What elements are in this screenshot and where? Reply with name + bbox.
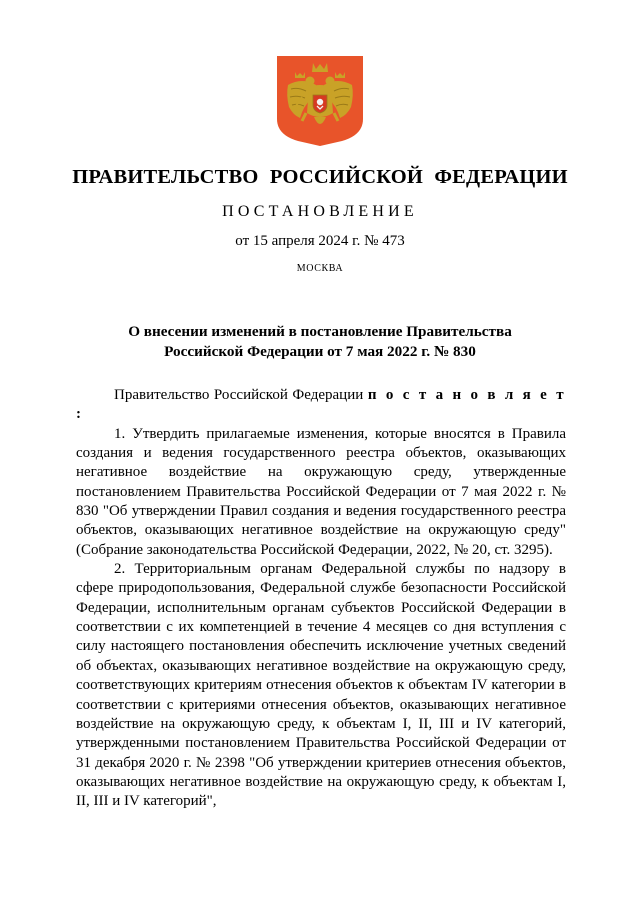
subject-line-1: О внесении изменений в постановление Правительства [128, 323, 512, 340]
document-date-number: от 15 апреля 2024 г. № 473 [235, 233, 405, 249]
document-type: ПОСТАНОВЛЕНИЕ [222, 203, 418, 220]
preamble-paragraph [76, 386, 566, 425]
document-city: МОСКВА [296, 263, 344, 274]
paragraph-1: 1. Утвердить прилагаемые изменения, которые вносятся в Правила создания и ведения государственного реестра объектов, оказывающих негативное воздействие на окружающую среду, утвержденные постановлением Правительства Российской Федерации от 7 мая 2022 г. № 830 "Об утверждении Правил создания и ведения государственного реестра объектов, оказывающих негативное воздействие на окружающую среду" (Собрание законодательства Российской Федерации, 2022, № 20, ст. 3295). [76, 425, 566, 558]
russian-coat-of-arms-icon [276, 55, 364, 147]
government-title: ПРАВИТЕЛЬСТВО РОССИЙСКОЙ ФЕДЕРАЦИИ [72, 166, 568, 188]
decrees-word: п о с т а н о в л я е т : [76, 387, 566, 423]
document-subject [90, 322, 550, 362]
preamble-text: Правительство Российской Федерации [114, 387, 368, 403]
paragraph-2: 2. Территориальным органам Федеральной службы по надзору в сфере природопользования, Федеральной службе безопасности Российской Федерации, исполнительным органам субъектов Российской Федерации в соответствии с их компетенцией в течение 4 месяцев со дня вступления с силу настоящего постановления обеспечить исключение учетных сведений об объектах, оказывающих негативное воздействие на окружающую среду, соответствующих критериям отнесения объектов к объектам IV категории в соответствии с критериями отнесения объектов, оказывающих негативное воздействие на окружающую среду, к объектам I, II, III и IV категорий, утвержденными постановлением Правительства Российской Федерации от 31 декабря 2020 г. № 2398 "Об утверждении критериев отнесения объектов, оказывающих негативное воздействие на окружающую среду, к объектам I, II, III и IV категорий", [76, 561, 566, 810]
subject-line-2: Российской Федерации от 7 мая 2022 г. № 830 [164, 343, 476, 360]
document-body [76, 386, 566, 812]
